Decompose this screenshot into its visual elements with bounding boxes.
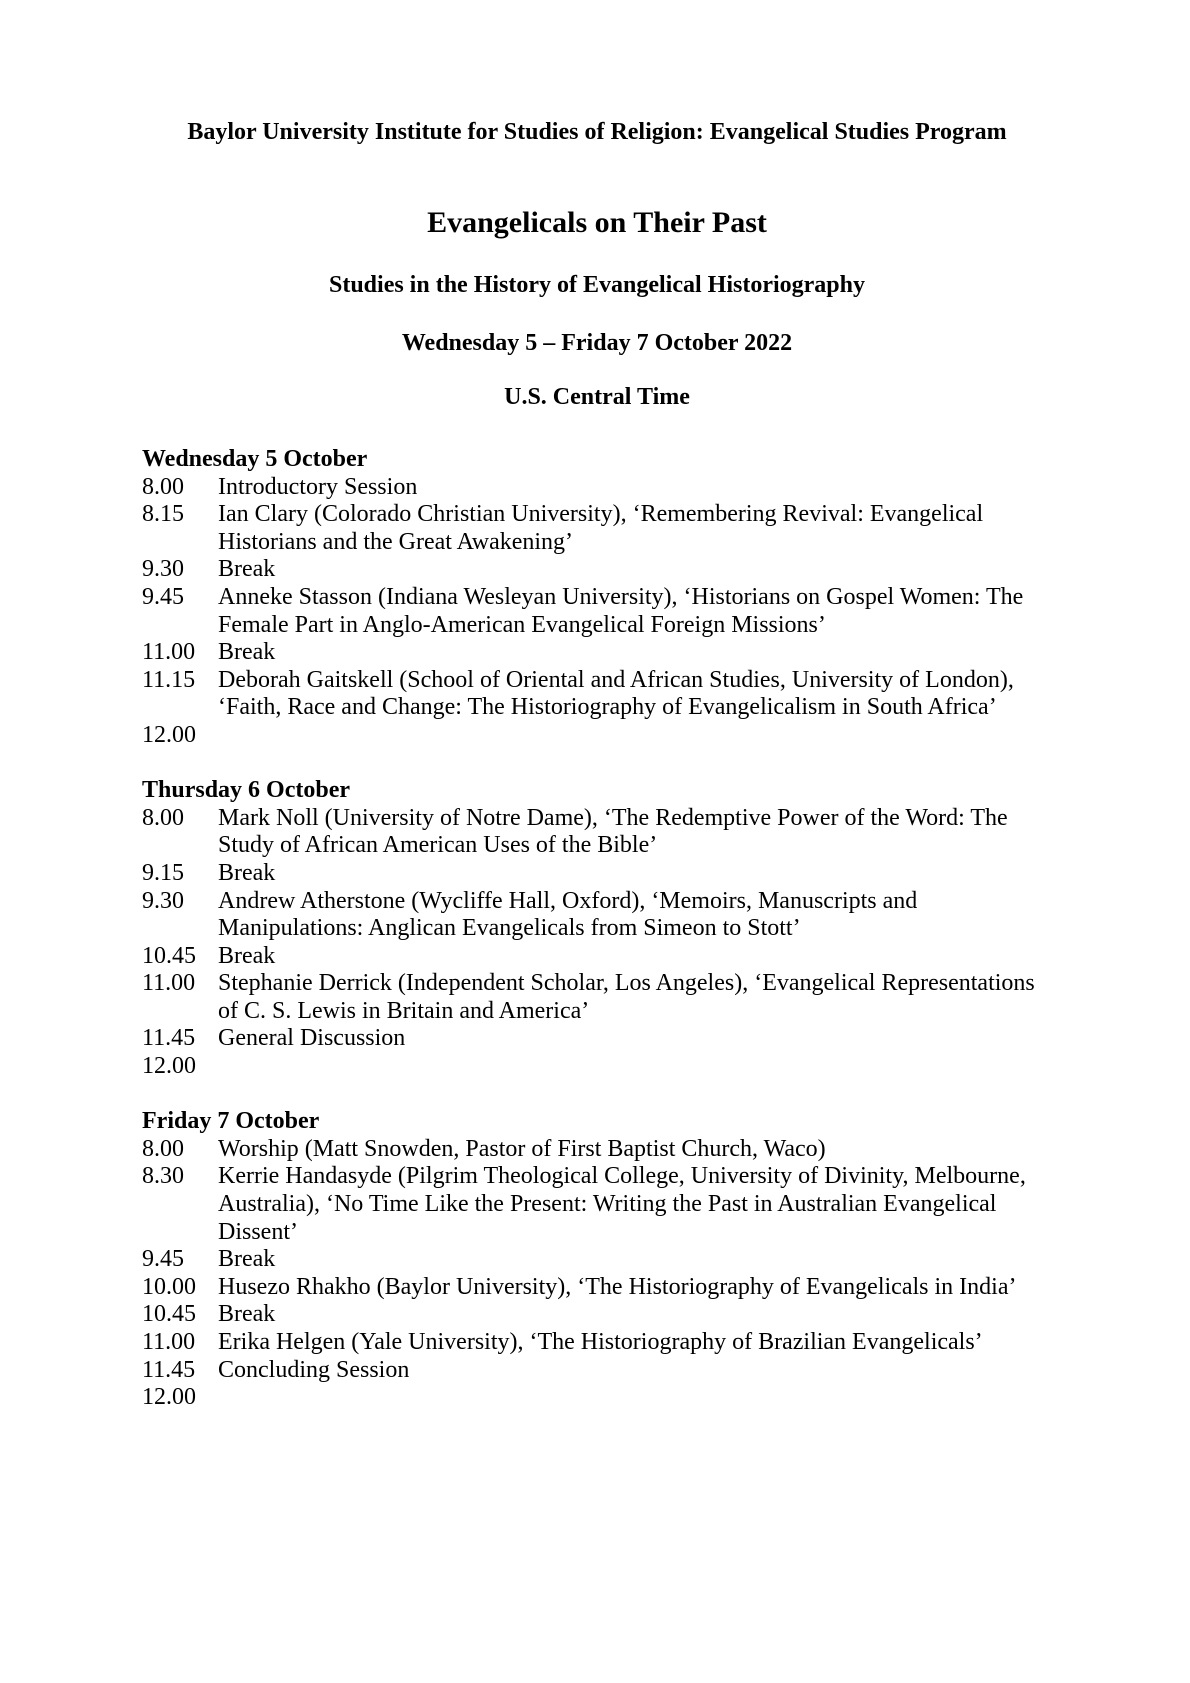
session-time: 9.15 bbox=[142, 859, 184, 886]
session-description: Erika Helgen (Yale University), ‘The Historiography of Brazilian Evangelicals’ bbox=[218, 1329, 983, 1355]
page-title: Evangelicals on Their Past bbox=[427, 206, 767, 239]
day-sessions bbox=[142, 474, 1052, 750]
page-subtitle: Studies in the History of Evangelical Historiography bbox=[328, 272, 865, 298]
session-description: General Discussion bbox=[218, 1025, 406, 1052]
session-row bbox=[142, 1025, 1052, 1053]
session-description bbox=[218, 1384, 1052, 1412]
session-time: 8.00 bbox=[142, 473, 184, 500]
session-description: Break bbox=[218, 639, 276, 666]
session-description: Concluding Session bbox=[218, 1356, 410, 1383]
session-row bbox=[142, 501, 1052, 556]
session-time: 8.30 bbox=[142, 1163, 184, 1190]
session-time: 10.45 bbox=[142, 1301, 196, 1328]
session-description: Break bbox=[218, 1246, 276, 1273]
session-description: Worship (Matt Snowden, Pastor of First Baptist Church, Waco) bbox=[218, 1135, 826, 1162]
session-description: Ian Clary (Colorado Christian University), ‘Remembering Revival: Evangelical Historians and the Great Awakening’ bbox=[218, 501, 984, 555]
session-time: 10.00 bbox=[142, 1273, 196, 1300]
session-description: Kerrie Handasyde (Pilgrim Theological College, University of Divinity, Melbourne, Australia), ‘No Time Like the Present: Writing the Past in Australian Evangelical Dissent’ bbox=[218, 1163, 1026, 1245]
event-timezone: U.S. Central Time bbox=[504, 384, 690, 410]
session-description: Husezo Rhakho (Baylor University), ‘The Historiography of Evangelicals in India’ bbox=[218, 1273, 1017, 1300]
session-description: Anneke Stasson (Indiana Wesleyan University), ‘Historians on Gospel Women: The Female Part in Anglo-American Evangelical Foreign Missions’ bbox=[218, 583, 1024, 638]
session-description: Andrew Atherstone (Wycliffe Hall, Oxford), ‘Memoirs, Manuscripts and Manipulations: Anglican Evangelicals from Simeon to Stott’ bbox=[218, 887, 918, 942]
session-row bbox=[142, 1246, 1052, 1274]
session-time: 11.45 bbox=[142, 1025, 196, 1052]
session-description: Stephanie Derrick (Independent Scholar, Los Angeles), ‘Evangelical Representations of C. S. Lewis in Britain and America’ bbox=[218, 970, 1035, 1024]
session-row bbox=[142, 860, 1052, 888]
session-description bbox=[218, 722, 1052, 750]
session-row bbox=[142, 667, 1052, 722]
day-section bbox=[142, 777, 1052, 1081]
session-row bbox=[142, 556, 1052, 584]
session-description: Mark Noll (University of Notre Dame), ‘The Redemptive Power of the Word: The Study of African American Uses of the Bible’ bbox=[218, 804, 1008, 859]
session-row bbox=[142, 722, 1052, 750]
session-description bbox=[218, 1053, 1052, 1081]
session-description: Break bbox=[218, 942, 276, 969]
event-dates: Wednesday 5 – Friday 7 October 2022 bbox=[401, 330, 793, 356]
day-section bbox=[142, 1108, 1052, 1412]
session-time: 8.00 bbox=[142, 804, 184, 831]
session-description: Break bbox=[218, 1301, 276, 1328]
day-sessions bbox=[142, 805, 1052, 1081]
session-time: 11.00 bbox=[142, 1329, 196, 1355]
session-time: 11.00 bbox=[142, 639, 196, 666]
session-row bbox=[142, 1329, 1052, 1357]
session-row bbox=[142, 970, 1052, 1025]
session-time: 11.15 bbox=[142, 666, 196, 693]
schedule bbox=[142, 446, 1052, 1412]
session-time: 8.15 bbox=[142, 501, 184, 528]
session-row bbox=[142, 1053, 1052, 1081]
session-time: 8.00 bbox=[142, 1135, 184, 1162]
session-time: 9.30 bbox=[142, 556, 184, 583]
session-description: Break bbox=[218, 556, 276, 583]
session-description: Break bbox=[218, 859, 276, 886]
session-time: 9.45 bbox=[142, 583, 184, 610]
day-heading: Thursday 6 October bbox=[142, 777, 351, 804]
session-description: Introductory Session bbox=[218, 473, 418, 500]
session-time: 11.45 bbox=[142, 1356, 196, 1383]
session-time: 12.00 bbox=[142, 721, 196, 748]
session-time: 9.30 bbox=[142, 887, 184, 914]
session-row bbox=[142, 1274, 1052, 1302]
session-time: 12.00 bbox=[142, 1053, 196, 1080]
day-heading: Friday 7 October bbox=[142, 1108, 320, 1135]
day-sessions bbox=[142, 1136, 1052, 1412]
session-description: Deborah Gaitskell (School of Oriental and African Studies, University of London), ‘Faith, Race and Change: The Historiography of Evangelicalism in South Africa’ bbox=[218, 666, 1014, 721]
program-header: Baylor University Institute for Studies of Religion: Evangelical Studies Program bbox=[187, 119, 1007, 145]
session-row bbox=[142, 943, 1052, 971]
day-heading: Wednesday 5 October bbox=[142, 446, 368, 472]
session-row bbox=[142, 639, 1052, 667]
session-row bbox=[142, 1357, 1052, 1385]
session-row bbox=[142, 888, 1052, 943]
session-row bbox=[142, 1136, 1052, 1164]
session-row bbox=[142, 1301, 1052, 1329]
session-time: 9.45 bbox=[142, 1246, 184, 1273]
session-time: 10.45 bbox=[142, 942, 196, 969]
session-row bbox=[142, 584, 1052, 639]
day-section bbox=[142, 446, 1052, 750]
session-row bbox=[142, 1384, 1052, 1412]
session-time: 12.00 bbox=[142, 1384, 196, 1411]
session-row bbox=[142, 1163, 1052, 1246]
session-row bbox=[142, 474, 1052, 502]
session-row bbox=[142, 805, 1052, 860]
session-time: 11.00 bbox=[142, 970, 196, 997]
